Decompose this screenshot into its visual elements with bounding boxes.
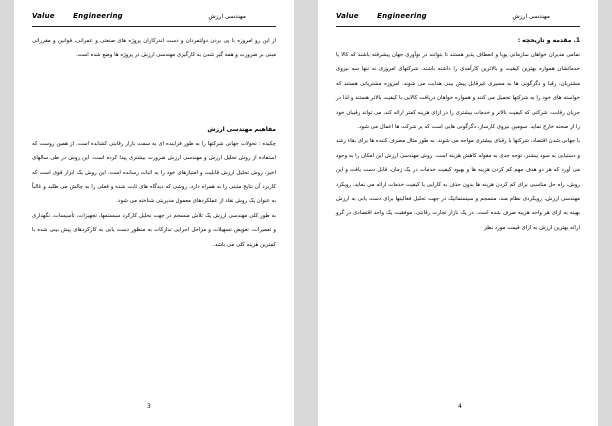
body-paragraph: چکیده : تحولات جهانی شرکتها را به طور فزاینده ای به سمت بازار رقابتی کشانده است. از همین روست که استفاده از روش تحلیل ارزش و مهندسی ارزش ضرورت بیشتری پیدا کرده است. این روش در طی سالهای اخیر، روش تحلیل ارزش قابلیت و امتیازهای خود را به اثبات رسانده است. این روش یک ابزار قوی است که کاربرد آن نتایج مثبتی را به همراه دارد. روشی که دیدگاه های ثابت شده و فعلی را به چالش می طلبد و غالباً به عنوان یک روش نقاد از عملکردهای معمول مدیریتی شناخته می شود. bbox=[32, 140, 276, 205]
page-header bbox=[336, 12, 580, 27]
page-body bbox=[32, 34, 276, 252]
body-paragraph: به طور کلی مهندسی ارزش یک تلاش منسجم در جهت تحلیل کارکرد سیستمها، تجهیزات، تأسیسات، نگهداری و تعمیرات، تعویض تسهیلات و مراحل اجرایی تدارکات به منظور دست یابی به کارکردهای پیش بینی شده با کمترین هزینه کلی می باشد. bbox=[32, 212, 276, 248]
document-page-3 bbox=[14, 0, 294, 426]
page-number: 4 bbox=[458, 403, 462, 410]
body-paragraph: با جهانی شدن اقتصاد، شرکتها با رقبای بیشتری مواجه می شوند. به طور مثال مصرف کننده ها برای بقاء رشد و دستیابی به سود بیشتر، توجه جدی به مقوله کاهش هزینه است. روش مهندسی ارزش این امکان را به وجود می آورد که هر دو هدف مهم کم کردن هزینه ها و بهبود کیفیت خدمات در یک زمان، قابل دست یافت و این روش، راه حل مناسبی برای کم کردن هزینه ها بدون حذف به کارایی یا کیفیت خدمات ارائه می نماید. رویکرد مهندسی ارزش، رویکردی نظام مند، منسجم و سیستماتیک در جهت تحلیل فعالیتها برای دست یابی به ارزش بهینه به ازای هر واحد هزینه صرف شده است. در یک بازار تجارت رقابتی، موفقیت یک واحد اقتصادی در گرو ارائه بهترین ارزش به ازای قیمت مورد نظر bbox=[336, 138, 580, 231]
page-body bbox=[336, 34, 580, 235]
page-number: 3 bbox=[147, 403, 151, 410]
header-persian-title: مهندسی ارزش bbox=[512, 13, 550, 20]
section-title: مفاهیم مهندسی ارزش bbox=[207, 125, 276, 133]
intro-paragraph: از این رو امروزه با پی بردن دولتمردان و دست اندرکاران پروژه های صنعتی و عمرانی، قوانین و مقرراتی مبنی بر ضرورت و همه گیر شدن به کارگیری مهندسی ارزش در پروژه ها وضع شده است. bbox=[32, 38, 276, 59]
body-paragraph: تمامی مدیران خواهان سازمانی پویا و انعطاف پذیر هستند تا بتوانند در نوآوری جهان پیشرفته باشند که کالا یا خدماتشان همواره بهترین کیفیت و بالاترین کارآمدی را داشته باشند. شرکتهای امروزی نه تنها سه نیروی مشتریان، رقبا و دگرگونی ها به مسیری غیرقابل پیش بینی هدایت می شوند. امروزه مشتریانی هستند که خواسته های خود را به شرکتها تحمیل می کنند و همواره خواهان دریافت کالایی با کیفیت بالاتر هستند و لذا در جریان رقابت، شرکتی که کیفیت بالاتر و خدمات بیشتری را در ازای هزینه کمتر ارائه کند، می تواند رقیبان خود را از صحنه خارج نماید. سومین نیروی کارساز، دگرگونی هایی است که بر شرکت ها اعمال می شود. bbox=[336, 52, 580, 131]
header-english-title: Value Engineering bbox=[32, 12, 123, 20]
section-title: 1. مقدمه و تاریخچه : bbox=[517, 37, 580, 44]
page-header bbox=[32, 12, 276, 27]
header-english-title: Value Engineering bbox=[336, 12, 427, 20]
header-persian-title: مهندسی ارزش bbox=[208, 13, 246, 20]
document-page-4 bbox=[318, 0, 598, 426]
